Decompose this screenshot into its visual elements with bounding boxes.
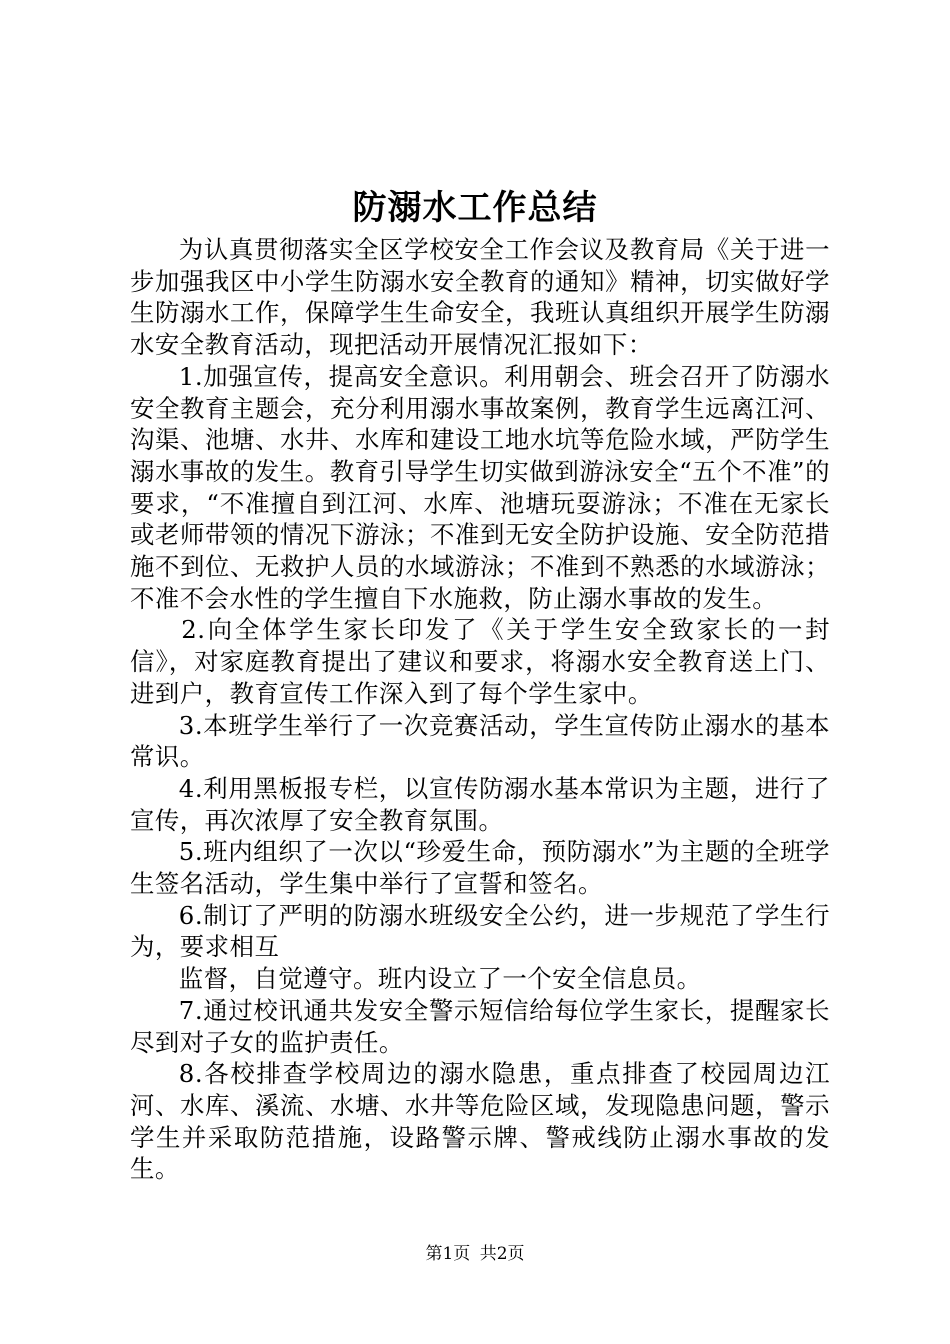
item-4-paragraph: 4.利用黑板报专栏，以宣传防溺水基本常识为主题，进行了宣传，再次浓厚了安全教育氛围。 bbox=[130, 773, 830, 835]
document-body bbox=[130, 234, 830, 1185]
item-6-continuation: 监督，自觉遵守。班内设立了一个安全信息员。 bbox=[178, 964, 702, 994]
item-5-paragraph: 5.班内组织了一次以“珍爱生命，预防溺水”为主题的全班学生签名活动，学生集中举行了宣誓和签名。 bbox=[130, 837, 830, 899]
item-2-paragraph: 2.向全体学生家长印发了《关于学生安全致家长的一封信》，对家庭教育提出了建议和要求，将溺水安全教育送上门、进到户，教育宣传工作深入到了每个学生家中。 bbox=[130, 615, 830, 708]
item-6-paragraph: 6.制订了严明的防溺水班级安全公约，进一步规范了学生行为，要求相互 bbox=[130, 900, 830, 962]
intro-paragraph: 为认真贯彻落实全区学校安全工作会议及教育局《关于进一步加强我区中小学生防溺水安全教育的通知》精神，切实做好学生防溺水工作，保障学生生命安全，我班认真组织开展学生防溺水安全教育活动，现把活动开展情况汇报如下： bbox=[130, 235, 830, 360]
page-title: 防溺水工作总结 bbox=[352, 188, 598, 228]
item-1-paragraph: 1.加强宣传，提高安全意识。利用朝会、班会召开了防溺水安全教育主题会，充分利用溺水事故案例，教育学生远离江河、沟渠、池塘、水井、水库和建设工地水坑等危险水域，严防学生溺水事故的发生。教育引导学生切实做到游泳安全“五个不准”的要求，“不准擅自到江河、水库、池塘玩耍游泳；不准在无家长或老师带领的情况下游泳；不准到无安全防护设施、安全防范措施不到位、无救护人员的水域游泳；不准到不熟悉的水域游泳；不准不会水性的学生擅自下水施救，防止溺水事故的发生。 bbox=[130, 361, 830, 613]
item-3-paragraph: 3.本班学生举行了一次竞赛活动，学生宣传防止溺水的基本常识。 bbox=[130, 710, 830, 772]
item-7-paragraph: 7.通过校讯通共发安全警示短信给每位学生家长，提醒家长尽到对子女的监护责任。 bbox=[130, 995, 830, 1057]
page-number-footer: 第1页 共2页 bbox=[425, 1244, 525, 1264]
item-8-paragraph: 8.各校排查学校周边的溺水隐患，重点排查了校园周边江河、水库、溪流、水塘、水井等危险区域，发现隐患问题，警示学生并采取防范措施，设路警示牌、警戒线防止溺水事故的发生。 bbox=[130, 1059, 830, 1184]
